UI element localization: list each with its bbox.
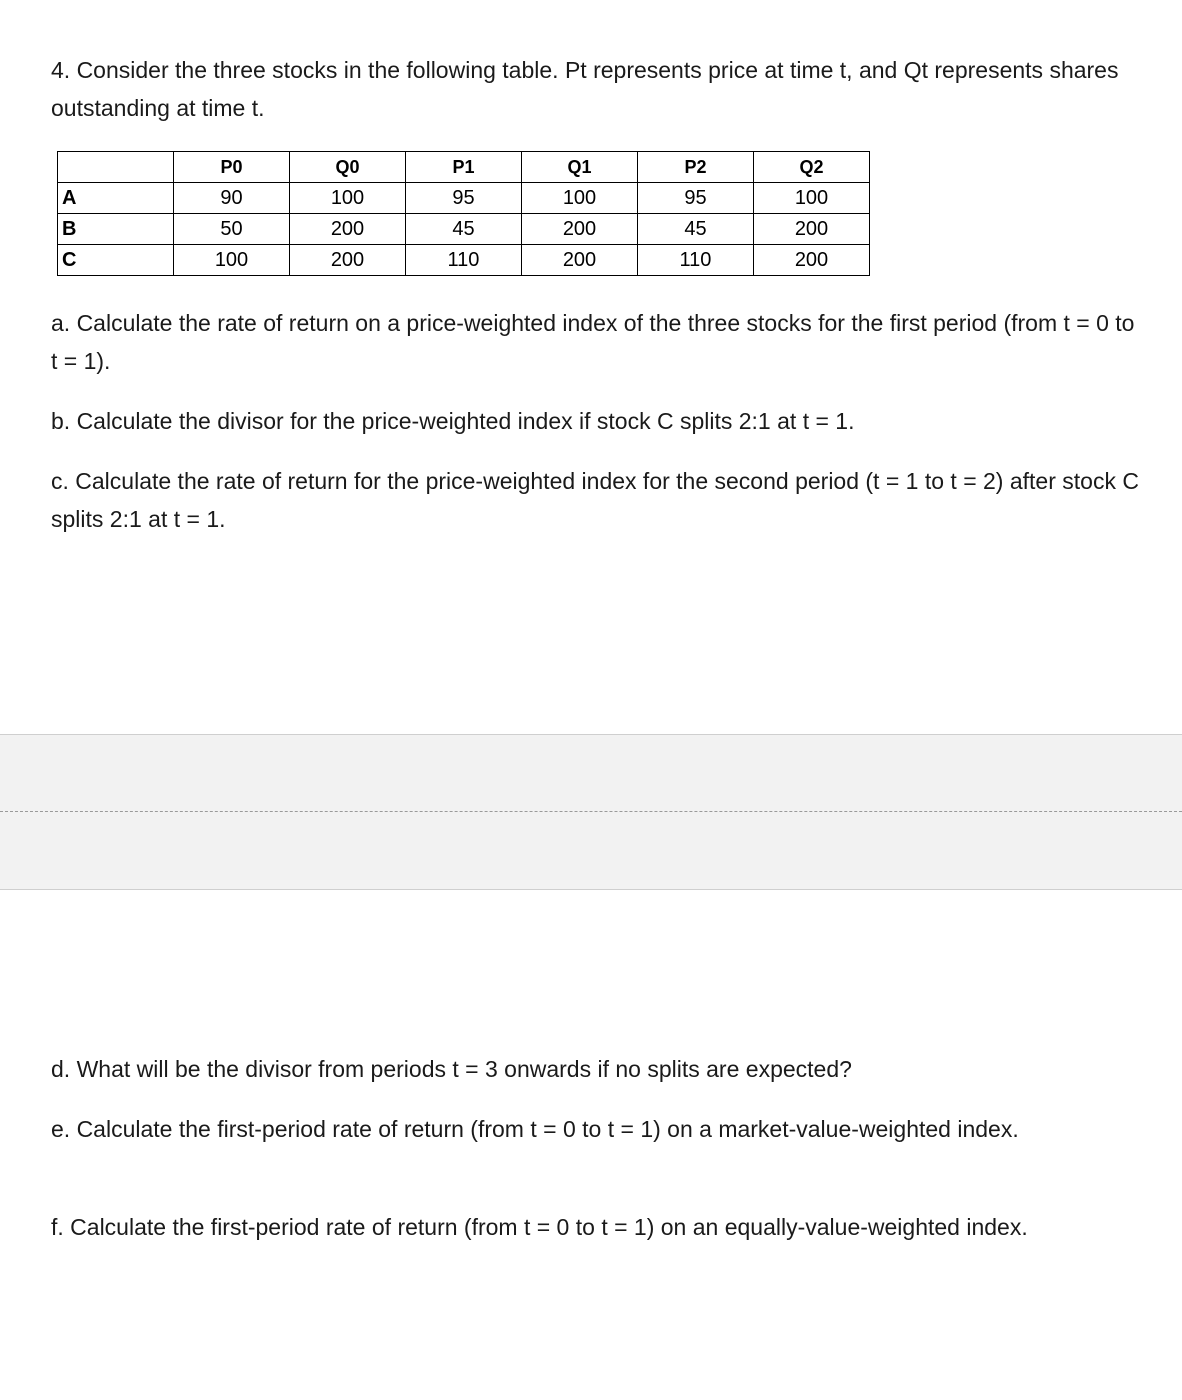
intro-text: 4. Consider the three stocks in the following table. Pt represents price at time t, and Qt represents shares outstanding at time t. <box>51 57 1119 121</box>
table-header-cell: P0 <box>174 152 290 183</box>
row-label: A <box>58 183 174 214</box>
table-cell: 200 <box>290 245 406 276</box>
table-cell: 45 <box>638 214 754 245</box>
question-d: d. What will be the divisor from periods t = 3 onwards if no splits are expected? <box>51 1056 852 1082</box>
table-row <box>58 183 870 214</box>
question-e: e. Calculate the first-period rate of return (from t = 0 to t = 1) on a market-value-weighted index. <box>51 1116 1019 1142</box>
question-f: f. Calculate the first-period rate of return (from t = 0 to t = 1) on an equally-value-weighted index. <box>51 1214 1028 1240</box>
question-b: b. Calculate the divisor for the price-weighted index if stock C splits 2:1 at t = 1. <box>51 408 855 434</box>
table-header-cell: Q1 <box>522 152 638 183</box>
row-label: B <box>58 214 174 245</box>
table-row <box>58 245 870 276</box>
table-cell: 100 <box>754 183 870 214</box>
table-cell: 200 <box>290 214 406 245</box>
question-c: c. Calculate the rate of return for the price-weighted index for the second period (t = 1 to t = 2) after stock C splits 2:1 at t = 1. <box>51 468 1139 532</box>
table-cell: 95 <box>406 183 522 214</box>
table-cell: 95 <box>638 183 754 214</box>
table-row <box>58 214 870 245</box>
table-cell: 100 <box>522 183 638 214</box>
table-header-cell: P1 <box>406 152 522 183</box>
table-cell: 200 <box>522 245 638 276</box>
table-header-cell: Q2 <box>754 152 870 183</box>
table-header-cell: Q0 <box>290 152 406 183</box>
table-cell: 45 <box>406 214 522 245</box>
page-break-divider <box>0 811 1182 812</box>
table-cell: 200 <box>754 245 870 276</box>
table-header-row <box>58 152 870 183</box>
row-label: C <box>58 245 174 276</box>
table-cell: 100 <box>290 183 406 214</box>
page-break-band <box>0 734 1182 890</box>
table-cell: 200 <box>754 214 870 245</box>
table-cell: 90 <box>174 183 290 214</box>
table-cell: 110 <box>638 245 754 276</box>
table-header-cell: P2 <box>638 152 754 183</box>
question-a: a. Calculate the rate of return on a price-weighted index of the three stocks for the first period (from t = 0 to t = 1). <box>51 310 1135 374</box>
table-cell: 50 <box>174 214 290 245</box>
stock-table <box>57 151 870 276</box>
table-cell: 110 <box>406 245 522 276</box>
table-header-cell <box>58 152 174 183</box>
table-cell: 200 <box>522 214 638 245</box>
table-cell: 100 <box>174 245 290 276</box>
